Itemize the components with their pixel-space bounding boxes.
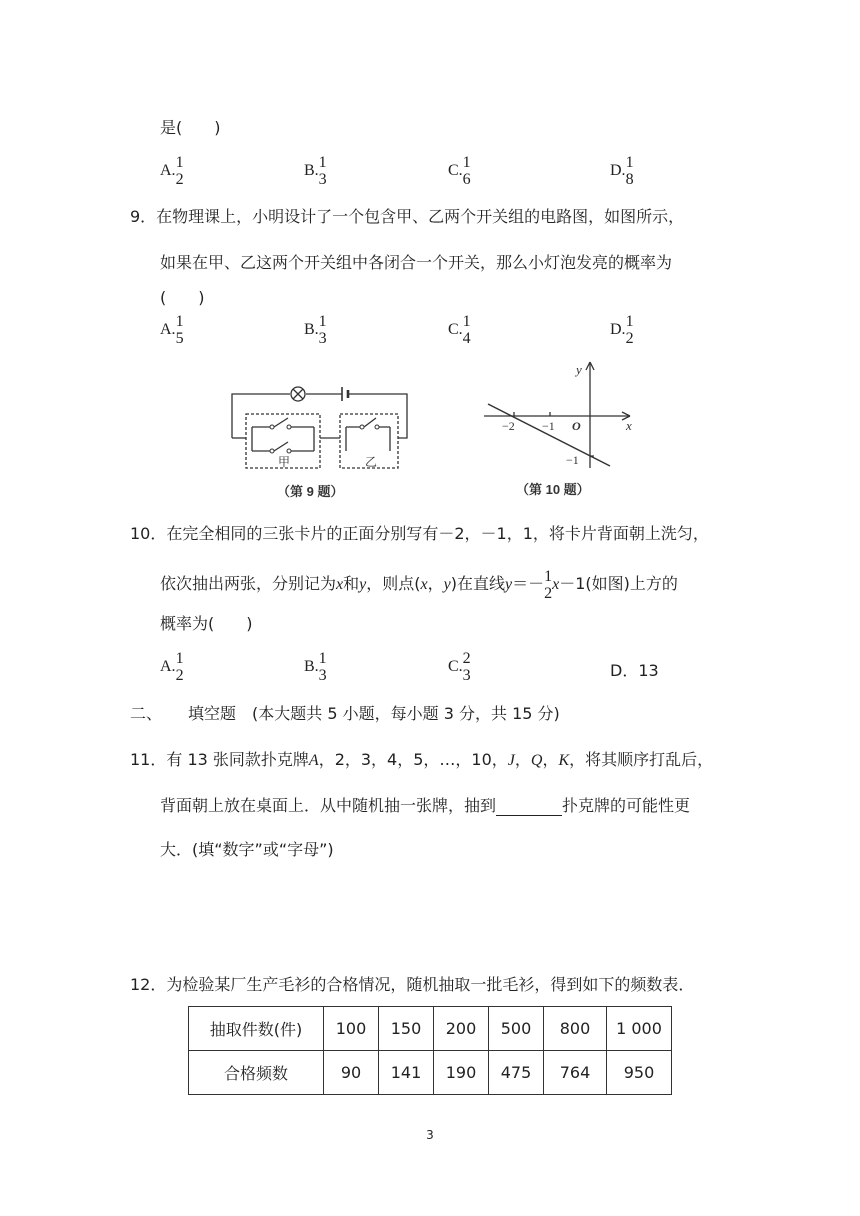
q9-option-b: B. 1 3	[304, 313, 327, 347]
table-cell: 150	[379, 1007, 434, 1051]
q12-line1: 12．为检验某厂生产毛衫的合格情况，随机抽取一批毛衫，得到如下的频数表．	[130, 975, 695, 994]
q9-option-a: A. 1 5	[160, 313, 184, 347]
q10-option-c: C. 2 3	[448, 650, 471, 684]
q10-option-a: A. 1 2	[160, 650, 184, 684]
table-header-qualified: 合格频数	[189, 1051, 324, 1095]
table-cell: 141	[379, 1051, 434, 1095]
q10-options	[160, 650, 680, 690]
circuit-diagram-fig9	[222, 378, 418, 506]
axis-y-label: y	[576, 362, 582, 377]
table-cell: 200	[434, 1007, 489, 1051]
q9-option-c: C. 1 4	[448, 313, 471, 347]
table-cell: 90	[324, 1051, 379, 1095]
table-cell: 190	[434, 1051, 489, 1095]
q9-option-d: D. 1 2	[610, 313, 634, 347]
q11-line3: 大．(填“数字”或“字母”)	[160, 840, 334, 859]
axis-x-label: x	[626, 418, 632, 433]
q9-options	[160, 313, 680, 353]
fig10-caption: （第 10 题）	[516, 482, 590, 497]
q11-line2: 背面朝上放在桌面上．从中随机抽一张牌，抽到 扑克牌的可能性更	[160, 796, 691, 815]
tick-minus1: −1	[542, 419, 555, 433]
table-cell: 475	[489, 1051, 544, 1095]
q8-option-b: B. 1 3	[304, 154, 327, 188]
q10-option-b: B. 1 3	[304, 650, 327, 684]
q9-line1: 9．在物理课上，小明设计了一个包含甲、乙两个开关组的电路图，如图所示，	[130, 207, 685, 226]
page-number: 3	[426, 1128, 434, 1142]
q8-option-d: D. 1 8	[610, 154, 634, 188]
q8-option-c: C. 1 6	[448, 154, 471, 188]
table-cell: 100	[324, 1007, 379, 1051]
q10-slope-fraction: 1 2	[544, 567, 553, 602]
table-cell: 500	[489, 1007, 544, 1051]
frequency-table	[188, 1006, 672, 1095]
tick-minus2: −2	[502, 419, 515, 433]
q8-option-a: A. 1 2	[160, 154, 184, 188]
q9-line2: 如果在甲、乙这两个开关组中各闭合一个开关，那么小灯泡发亮的概率为	[160, 253, 673, 272]
q11-answer-blank[interactable]	[496, 799, 562, 816]
tick-y-minus1: −1	[566, 453, 579, 467]
table-cell: 800	[544, 1007, 607, 1051]
q10-line3: 概率为( )	[160, 614, 253, 633]
q8-options	[160, 154, 680, 194]
q10-line2: 依次抽出两张，分别记为x和y，则点(x，y)在直线y＝－ 1 2 x－1(如图)上方的	[160, 567, 678, 602]
q8-stem-tail: 是( )	[160, 118, 221, 137]
label-yi: 乙	[365, 455, 378, 469]
origin-label: O	[572, 419, 581, 433]
section2-heading: 二、 填空题 (本大题共 5 小题，每小题 3 分，共 15 分)	[130, 704, 560, 723]
line-y-eq	[488, 404, 610, 466]
q10-option-d: D．13	[610, 661, 659, 680]
table-cell: 764	[544, 1051, 607, 1095]
table-cell: 1 000	[607, 1007, 672, 1051]
table-row	[189, 1007, 672, 1051]
q10-line1: 10．在完全相同的三张卡片的正面分别写有－2，－1，1，将卡片背面朝上洗匀，	[130, 524, 709, 543]
table-cell: 950	[607, 1051, 672, 1095]
fig9-caption: （第 9 题）	[277, 484, 344, 499]
label-jia: 甲	[278, 455, 291, 469]
table-row	[189, 1051, 672, 1095]
q9-line3: ( )	[160, 288, 205, 307]
graph-fig10	[480, 356, 640, 506]
table-header-sampled: 抽取件数(件)	[189, 1007, 324, 1051]
q11-line1: 11．有 13 张同款扑克牌A，2，3，4，5，…，10，J，Q，K，将其顺序打乱后，	[130, 750, 714, 769]
